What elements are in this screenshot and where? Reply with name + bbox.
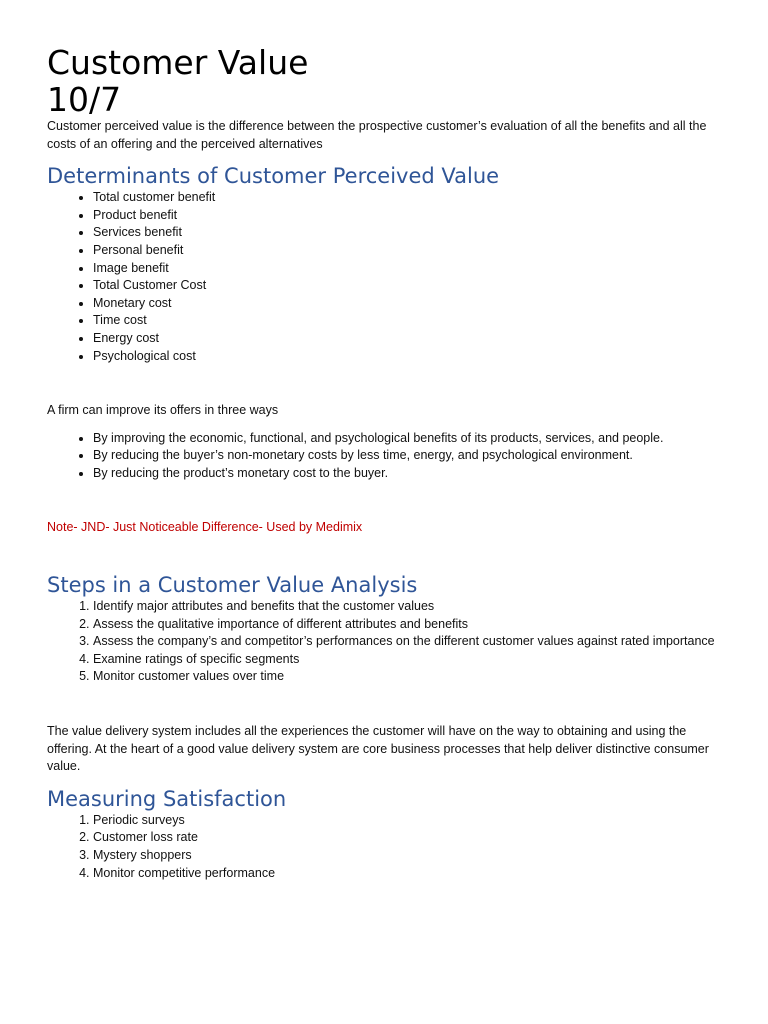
list-item: • Services benefit: [93, 224, 727, 242]
list-item: • Total customer benefit: [93, 189, 727, 207]
list-item: • Personal benefit: [93, 242, 727, 260]
list-item: 4. Monitor competitive performance: [93, 865, 727, 883]
improve-intro: A firm can improve its offers in three ways: [47, 403, 279, 418]
section-heading-determinants: Determinants of Customer Perceived Value: [47, 164, 500, 189]
section-heading-steps: Steps in a Customer Value Analysis: [47, 573, 418, 598]
list-item: 1. Periodic surveys: [93, 812, 727, 830]
intro-paragraph: Customer perceived value is the difference between the prospective customer’s evaluation of all the benefits and all the costs of an offering and the perceived alternatives: [47, 119, 707, 151]
document-title: [47, 44, 727, 118]
title-line-2: 10/7: [47, 80, 122, 119]
list-item: 2. Customer loss rate: [93, 829, 727, 847]
list-item: 1. Identify major attributes and benefits that the customer values: [93, 598, 727, 616]
list-item: 3. Assess the company’s and competitor’s performances on the different customer values against rated importance: [93, 633, 727, 651]
list-item: • Monetary cost: [93, 295, 727, 313]
list-item: 4. Examine ratings of specific segments: [93, 651, 727, 669]
list-item: • Energy cost: [93, 330, 727, 348]
section-heading-measuring: Measuring Satisfaction: [47, 786, 287, 811]
steps-list: [47, 598, 727, 686]
list-item: 5. Monitor customer values over time: [93, 668, 727, 686]
list-item: • Psychological cost: [93, 348, 727, 366]
note-text: Note- JND- Just Noticeable Difference- Used by Medimix: [47, 519, 363, 534]
title-line-1: Customer Value: [47, 43, 309, 82]
list-item: • Total Customer Cost: [93, 277, 727, 295]
list-item: • Image benefit: [93, 260, 727, 278]
measuring-list: [47, 812, 727, 882]
list-item: 3. Mystery shoppers: [93, 847, 727, 865]
improve-list: [47, 430, 727, 483]
list-item: • By reducing the buyer’s non-monetary costs by less time, energy, and psychological environment.: [93, 447, 727, 465]
list-item: • Product benefit: [93, 207, 727, 225]
determinants-list: [47, 189, 727, 365]
list-item: 2. Assess the qualitative importance of different attributes and benefits: [93, 616, 727, 634]
list-item: • By reducing the product’s monetary cost to the buyer.: [93, 465, 727, 483]
list-item: • Time cost: [93, 312, 727, 330]
list-item: • By improving the economic, functional, and psychological benefits of its products, services, and people.: [93, 430, 727, 448]
delivery-paragraph: The value delivery system includes all the experiences the customer will have on the way to obtaining and using the offering. At the heart of a good value delivery system are core business processes that help deliver distinctive consumer value.: [47, 724, 709, 774]
document-page: [47, 44, 727, 882]
